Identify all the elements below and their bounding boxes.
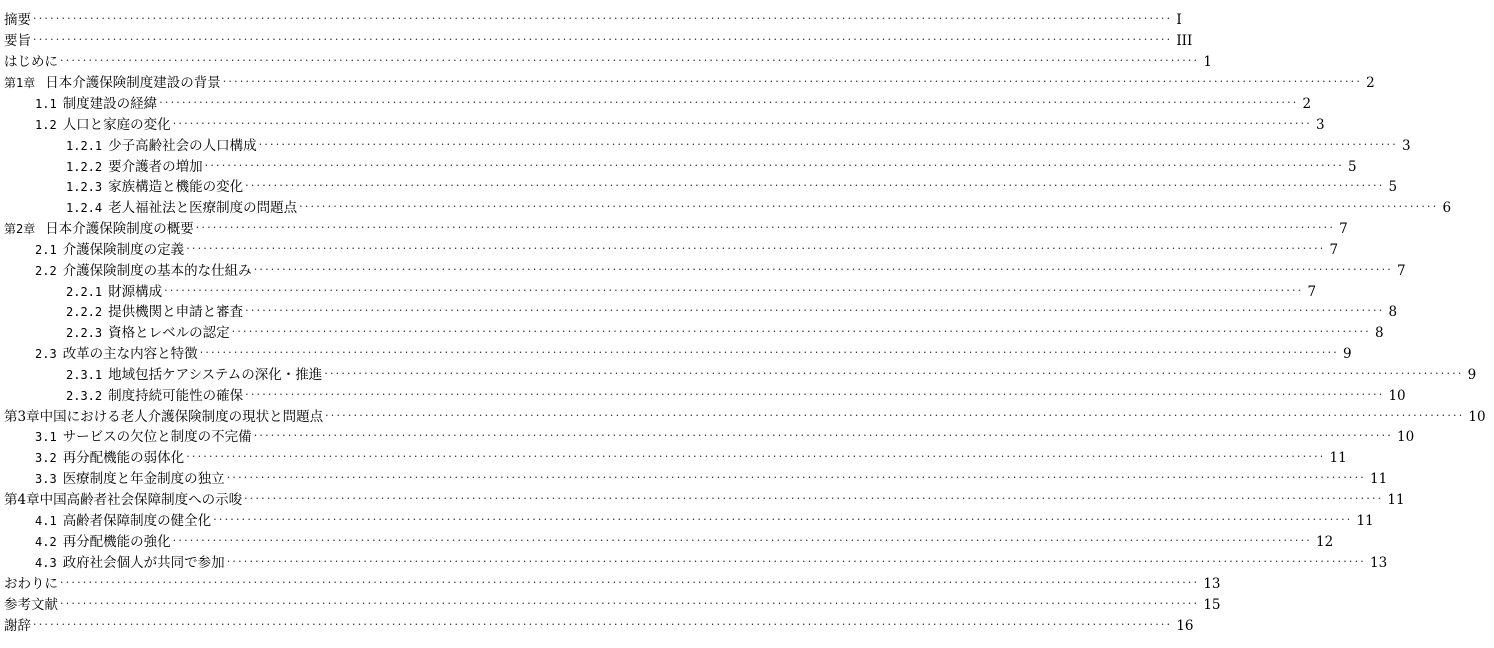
toc-entry-title	[35, 427, 254, 447]
toc-entry-text: 介護保険制度の定義	[62, 242, 185, 258]
toc-entry-page: 5	[1347, 159, 1357, 175]
toc-entry-page: 10	[1468, 409, 1486, 425]
toc-entry-text: 制度建設の経緯	[62, 96, 158, 112]
toc-entry-number: 4.2	[35, 535, 57, 549]
toc-entry-text: 要旨	[4, 33, 31, 49]
toc-entry-page: 15	[1203, 597, 1221, 613]
toc-entry-title	[35, 115, 173, 135]
toc-entry	[0, 365, 1477, 385]
toc-entry-title	[4, 407, 325, 427]
toc-entry	[0, 136, 1411, 156]
toc-entry-text: 資格とレベルの認定	[108, 325, 230, 341]
toc-entry-text: 再分配機能の強化	[62, 534, 171, 550]
toc-entry	[0, 282, 1317, 302]
toc-entry-text: 人口と家庭の変化	[62, 117, 171, 133]
toc-entry-text: 第3章中国における老人介護保険制度の現状と問題点	[4, 409, 324, 425]
toc-leader-dots: ········································································································································································································	[324, 367, 1464, 380]
toc-entry-page: 10	[1397, 429, 1415, 445]
toc-entry	[0, 616, 1194, 636]
toc-entry-text: 提供機関と申請と審査	[108, 304, 244, 320]
toc-entry	[0, 386, 1406, 406]
toc-entry-page: 11	[1356, 513, 1374, 529]
toc-entry-page: 8	[1388, 304, 1398, 320]
toc-entry-text: 政府社会個人が共同で参加	[62, 555, 225, 571]
toc-entry	[0, 469, 1388, 489]
toc-entry-title	[4, 616, 33, 636]
toc-leader-dots: ········································································································································································································	[204, 159, 1344, 172]
toc-entry-number: 3.3	[35, 472, 57, 486]
toc-entry-number: 1.2.3	[66, 180, 103, 194]
toc-entry	[0, 31, 1193, 51]
toc-entry-number: 2.3	[35, 347, 57, 361]
toc-entry-text: 財源構成	[108, 284, 163, 300]
toc-entry	[0, 177, 1398, 197]
toc-entry	[0, 261, 1406, 281]
toc-leader-dots: ········································································································································································································	[60, 54, 1200, 67]
toc-entry-text: 謝辞	[4, 618, 31, 634]
toc-entry-text: 家族構造と機能の変化	[108, 179, 244, 195]
toc-entry-text: 改革の主な内容と特徴	[62, 346, 198, 362]
toc-entry-title	[66, 282, 164, 302]
toc-entry-page: 8	[1374, 325, 1384, 341]
toc-entry-number: 2.1	[35, 243, 57, 257]
toc-entry-text: 要介護者の増加	[108, 159, 203, 175]
toc-entry-page: 9	[1467, 367, 1477, 383]
toc-leader-dots: ········································································································································································································	[195, 221, 1336, 234]
toc-leader-dots: ········································································································································································································	[222, 75, 1363, 88]
toc-entry-title	[35, 344, 200, 364]
toc-entry	[0, 532, 1334, 552]
toc-entry	[0, 448, 1347, 468]
toc-leader-dots: ········································································································································································································	[33, 618, 1173, 631]
toc-entry-number: 1.2.2	[66, 160, 103, 174]
toc-entry-text: おわりに	[4, 576, 58, 592]
toc-leader-dots: ········································································································································································································	[253, 263, 1394, 276]
toc-entry-text: はじめに	[4, 54, 58, 70]
toc-entry	[0, 407, 1486, 427]
toc-entry-page: 11	[1387, 492, 1405, 508]
toc-entry	[0, 52, 1212, 72]
toc-entry-title	[66, 302, 245, 322]
toc-entry-number: 2.2.3	[66, 326, 103, 340]
toc-leader-dots: ········································································································································································································	[245, 304, 1385, 317]
toc-entry	[0, 73, 1375, 93]
toc-entry-number: 3.2	[35, 451, 57, 465]
toc-entry-number: 1.2.4	[66, 201, 103, 215]
toc-leader-dots: ········································································································································································································	[33, 12, 1173, 25]
toc-entry-page: III	[1176, 33, 1193, 49]
toc-entry-text: 日本介護保険制度の概要	[45, 221, 194, 237]
toc-leader-dots: ········································································································································································································	[60, 597, 1200, 610]
toc-leader-dots: ········································································································································································································	[244, 492, 1384, 505]
toc-entry-number: 1.1	[35, 97, 57, 111]
toc-leader-dots: ········································································································································································································	[226, 471, 1367, 484]
toc-entry-title	[4, 10, 33, 30]
toc-entry-title	[66, 198, 299, 218]
toc-entry	[0, 302, 1398, 322]
toc-entry-title	[35, 448, 186, 468]
toc-entry-title	[35, 511, 213, 531]
toc-entry-text: サービスの欠位と制度の不完備	[62, 429, 252, 445]
toc-entry-title	[35, 240, 186, 260]
toc-leader-dots: ········································································································································································································	[258, 138, 1398, 151]
toc-entry-title	[4, 219, 196, 239]
toc-entry	[0, 427, 1415, 447]
toc-entry-number: 2.2.1	[66, 285, 103, 299]
toc-entry-number: 2.2.2	[66, 305, 103, 319]
toc-entry-number: 1.2.1	[66, 139, 103, 153]
toc-entry	[0, 553, 1388, 573]
toc-entry-text: 第4章中国高齢者社会保障制度への示唆	[4, 492, 243, 508]
toc-entry-title	[4, 31, 33, 51]
toc-entry-text: 医療制度と年金制度の独立	[62, 471, 225, 487]
toc-leader-dots: ········································································································································································································	[226, 555, 1367, 568]
toc-entry-number: 2.3.2	[66, 389, 103, 403]
toc-entry-title	[35, 94, 159, 114]
toc-leader-dots: ········································································································································································································	[186, 242, 1326, 255]
toc-entry	[0, 10, 1182, 30]
toc-entry-page: 11	[1370, 471, 1388, 487]
toc-entry-page: 13	[1203, 576, 1221, 592]
toc-leader-dots: ········································································································································································································	[172, 534, 1313, 547]
toc-entry-page: 7	[1397, 263, 1406, 279]
toc-leader-dots: ········································································································································································································	[186, 450, 1326, 463]
toc-entry-page: 11	[1329, 450, 1347, 466]
toc-entry-title	[4, 52, 60, 72]
toc-leader-dots: ········································································································································································································	[164, 284, 1304, 297]
toc-entry	[0, 157, 1357, 177]
toc-entry-title	[4, 595, 60, 615]
toc-entry-title	[66, 157, 205, 177]
toc-entry-page: 7	[1307, 284, 1317, 300]
toc-entry-number: 2.3.1	[66, 368, 103, 382]
toc-entry-page: 7	[1339, 221, 1348, 237]
toc-entry-page: 6	[1442, 200, 1452, 216]
toc-entry	[0, 595, 1221, 615]
toc-entry-number: 1.2	[35, 118, 57, 132]
toc-entry-number: 4.1	[35, 514, 57, 528]
toc-entry-number: 3.1	[35, 430, 57, 444]
toc-entry-page: 12	[1316, 534, 1334, 550]
toc-leader-dots: ········································································································································································································	[245, 388, 1385, 401]
toc-entry-text: 摘要	[4, 12, 31, 28]
toc-leader-dots: ········································································································································································································	[60, 576, 1200, 589]
toc-entry-page: 13	[1370, 555, 1388, 571]
toc-entry-title	[66, 136, 259, 156]
toc-entry-text: 制度持続可能性の確保	[108, 388, 244, 404]
toc-entry	[0, 94, 1312, 114]
toc-entry-number: 第2章	[4, 222, 36, 236]
toc-leader-dots: ········································································································································································································	[231, 325, 1371, 338]
toc-entry	[0, 198, 1452, 218]
toc-entry-text: 地域包括ケアシステムの深化・推進	[108, 367, 323, 383]
toc-leader-dots: ········································································································································································································	[299, 200, 1439, 213]
toc-leader-dots: ········································································································································································································	[325, 409, 1465, 422]
toc-entry-title	[35, 532, 173, 552]
toc-entry	[0, 219, 1348, 239]
toc-entry	[0, 115, 1325, 135]
toc-entry-text: 参考文献	[4, 597, 58, 613]
toc-entry	[0, 490, 1405, 510]
toc-entry-page: 5	[1388, 179, 1398, 195]
toc-leader-dots: ········································································································································································································	[172, 117, 1313, 130]
toc-leader-dots: ········································································································································································································	[199, 346, 1340, 359]
toc-entry-text: 再分配機能の弱体化	[62, 450, 185, 466]
toc-leader-dots: ········································································································································································································	[245, 179, 1385, 192]
toc-entry-number: 2.2	[35, 264, 57, 278]
toc-entry-title	[4, 490, 244, 510]
toc-entry	[0, 574, 1221, 594]
toc-entry-title	[35, 553, 227, 573]
toc-entry-title	[4, 73, 223, 93]
toc-entry	[0, 511, 1374, 531]
toc-entry	[0, 344, 1352, 364]
toc-entry-title	[66, 386, 245, 406]
toc-entry-page: 16	[1176, 618, 1194, 634]
toc-leader-dots: ········································································································································································································	[253, 429, 1394, 442]
toc-entry-title	[35, 469, 227, 489]
toc-entry-text: 老人福祉法と医療制度の問題点	[108, 200, 298, 216]
toc-entry-page: 2	[1302, 96, 1312, 112]
toc-entry	[0, 240, 1339, 260]
toc-entry-page: 1	[1203, 54, 1212, 70]
toc-entry-page: 10	[1388, 388, 1406, 404]
toc-entry-page: 9	[1343, 346, 1352, 362]
toc-entry-title	[66, 365, 324, 385]
toc-entry-page: 3	[1401, 138, 1411, 154]
toc-entry-title	[66, 323, 232, 343]
toc-leader-dots: ········································································································································································································	[159, 96, 1299, 109]
toc-entry-page: 7	[1329, 242, 1339, 258]
toc-entry-title	[66, 177, 245, 197]
toc-entry-text: 介護保険制度の基本的な仕組み	[62, 263, 252, 279]
toc-entry	[0, 323, 1384, 343]
toc-entry-text: 日本介護保険制度建設の背景	[45, 75, 221, 91]
toc-entry-number: 第1章	[4, 76, 36, 90]
toc-entry-title	[4, 574, 60, 594]
toc-entry-text: 少子高齢社会の人口構成	[108, 138, 257, 154]
toc-entry-text: 高齢者保障制度の健全化	[62, 513, 212, 529]
toc-leader-dots: ········································································································································································································	[33, 33, 1173, 46]
toc-entry-title	[35, 261, 254, 281]
toc-entry-page: 3	[1316, 117, 1325, 133]
toc-entry-number: 4.3	[35, 556, 57, 570]
toc-entry-page: 2	[1366, 75, 1375, 91]
toc-leader-dots: ········································································································································································································	[213, 513, 1353, 526]
toc-entry-page: I	[1176, 12, 1182, 28]
